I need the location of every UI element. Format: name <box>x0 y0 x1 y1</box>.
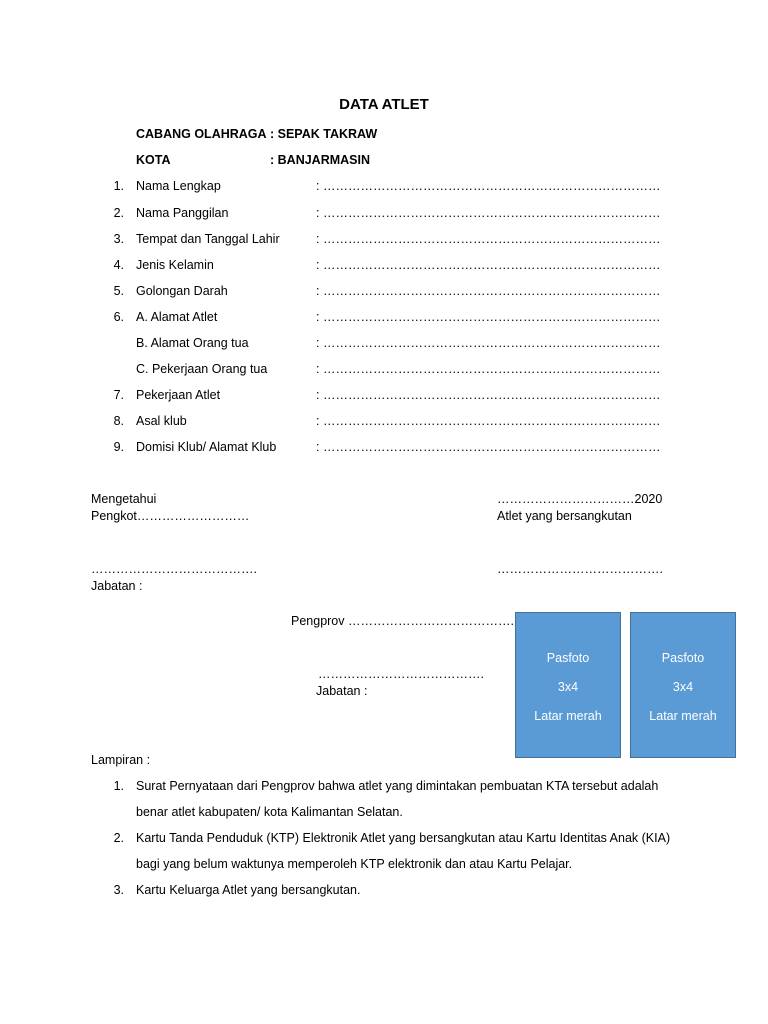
pengprov-signature-line[interactable]: …………………………………. <box>318 667 484 681</box>
field-value-asal-klub[interactable]: : ……………………………………………………………………… <box>316 414 661 428</box>
mengetahui-label: Mengetahui <box>91 492 157 506</box>
atlet-signature-line[interactable]: …………………………………. <box>497 562 663 576</box>
field-value-jenis-kelamin[interactable]: : ……………………………………………………………………… <box>316 258 661 272</box>
pasfoto-size: 3x4 <box>672 680 694 694</box>
field-number: 8. <box>113 414 124 428</box>
jabatan-left-label: Jabatan : <box>91 579 143 593</box>
field-number: 7. <box>113 388 124 402</box>
pasfoto-box-1 <box>515 612 621 758</box>
field-value-nama-lengkap[interactable]: : ……………………………………………………………………… <box>316 179 661 193</box>
field-value-alamat-atlet[interactable]: : ……………………………………………………………………… <box>316 310 661 324</box>
field-number: 4. <box>113 258 124 272</box>
lampiran-item-3-line-1: Kartu Keluarga Atlet yang bersangkutan. <box>136 883 361 897</box>
pasfoto-background: Latar merah <box>534 709 602 723</box>
field-value-pekerjaan-atlet[interactable]: : ……………………………………………………………………… <box>316 388 661 402</box>
pengprov-line[interactable]: Pengprov …………………………………. <box>291 614 514 628</box>
lampiran-number: 1. <box>113 779 124 793</box>
field-number: 9. <box>113 440 124 454</box>
field-number: 3. <box>113 232 124 246</box>
cabang-value: : SEPAK TAKRAW <box>270 127 378 141</box>
lampiran-item-1-line-2: benar atlet kabupaten/ kota Kalimantan Selatan. <box>136 805 403 819</box>
field-number: 2. <box>113 206 124 220</box>
field-label-ttl: Tempat dan Tanggal Lahir <box>136 232 280 246</box>
field-label-pekerjaan-atlet: Pekerjaan Atlet <box>136 388 221 402</box>
field-number: 1. <box>113 179 124 193</box>
field-value-pekerjaan-orang-tua[interactable]: : ……………………………………………………………………… <box>316 362 661 376</box>
lampiran-item-2-line-1: Kartu Tanda Penduduk (KTP) Elektronik Atlet yang bersangkutan atau Kartu Identitas Anak (KIA) <box>136 831 671 845</box>
lampiran-number: 2. <box>113 831 124 845</box>
field-value-ttl[interactable]: : ……………………………………………………………………… <box>316 232 661 246</box>
field-label-pekerjaan-orang-tua: C. Pekerjaan Orang tua <box>136 362 268 376</box>
field-label-alamat-orang-tua: B. Alamat Orang tua <box>136 336 249 350</box>
date-line[interactable]: ……………………………2020 <box>497 492 663 506</box>
field-number: 6. <box>113 310 124 324</box>
field-value-nama-panggilan[interactable]: : ……………………………………………………………………… <box>316 206 661 220</box>
lampiran-heading: Lampiran : <box>91 753 151 767</box>
lampiran-item-2-line-2: bagi yang belum waktunya memperoleh KTP elektronik dan atau Kartu Pelajar. <box>136 857 573 871</box>
lampiran-number: 3. <box>113 883 124 897</box>
kota-value: : BANJARMASIN <box>270 153 370 167</box>
jabatan-center-label: Jabatan : <box>316 684 368 698</box>
field-value-alamat-orang-tua[interactable]: : ……………………………………………………………………… <box>316 336 661 350</box>
lampiran-item-1-line-1: Surat Pernyataan dari Pengprov bahwa atlet yang dimintakan pembuatan KTA tersebut adalah <box>136 779 659 793</box>
field-label-nama-lengkap: Nama Lengkap <box>136 179 221 193</box>
field-label-nama-panggilan: Nama Panggilan <box>136 206 229 220</box>
field-value-golongan-darah[interactable]: : ……………………………………………………………………… <box>316 284 661 298</box>
pasfoto-box-2 <box>630 612 736 758</box>
atlet-label: Atlet yang bersangkutan <box>497 509 632 523</box>
pengkot-line[interactable]: Pengkot……………………… <box>91 509 250 523</box>
field-label-jenis-kelamin: Jenis Kelamin <box>136 258 214 272</box>
field-value-domisi-klub[interactable]: : ……………………………………………………………………… <box>316 440 661 454</box>
pasfoto-label: Pasfoto <box>661 651 705 665</box>
pengkot-signature-line[interactable]: …………………………………. <box>91 562 257 576</box>
pasfoto-label: Pasfoto <box>546 651 590 665</box>
field-label-asal-klub: Asal klub <box>136 414 187 428</box>
cabang-label: CABANG OLAHRAGA <box>136 127 267 141</box>
field-number: 5. <box>113 284 124 298</box>
pasfoto-background: Latar merah <box>649 709 717 723</box>
field-label-domisi-klub: Domisi Klub/ Alamat Klub <box>136 440 277 454</box>
field-label-golongan-darah: Golongan Darah <box>136 284 228 298</box>
kota-label: KOTA <box>136 153 171 167</box>
pasfoto-size: 3x4 <box>557 680 579 694</box>
field-label-alamat-atlet: A. Alamat Atlet <box>136 310 218 324</box>
document-title: DATA ATLET <box>339 96 429 113</box>
